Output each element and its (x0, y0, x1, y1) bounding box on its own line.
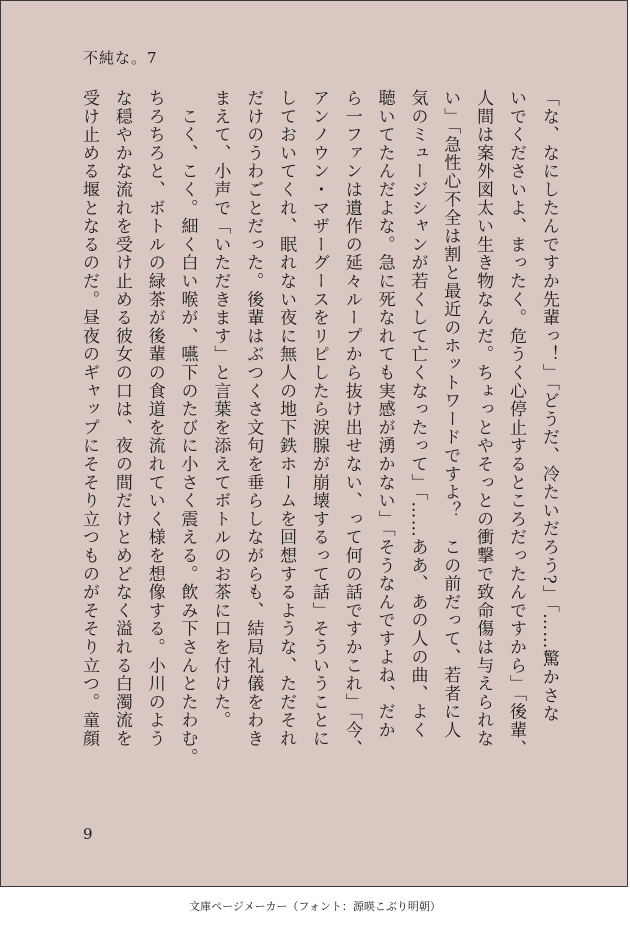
text-line-3: 人間は案外図太い生き物なんだ。ちょっとやそっとの衝撃で致命傷は与えられな (473, 89, 494, 748)
text-line-8: アンノウン・マザーグースをリピしたら涙腺が崩壊するって話」そういうことに (308, 89, 329, 748)
text-line-15: 受け止める堰となるのだ。昼夜のギャップにそそり立つものがそそり立つ。童顔 (79, 89, 99, 748)
text-line-4: い」「急性心不全は割と最近のホットワードですよ？ この前だって、若者に人 (440, 89, 461, 740)
text-line-12: こく、こく。細く白い喉が、嚥下のたびに小さく震える。飲み下さんとたわむ。 (177, 89, 198, 767)
text-line-9: しておいてくれ、眠れない夜に無人の地下鉄ホームを回想するような、ただそれ (276, 89, 297, 748)
text-line-11: まえて、小声で「いただきます」と言葉を添えてボトルのお茶に口を付けた。 (210, 89, 231, 730)
text-line-10: だけのうわごとだった。後輩はぶつくさ文句を垂らしながらも、結局礼儀をわき (243, 89, 264, 748)
text-line-13: ちろちろと、ボトルの緑茶が後輩の食道を流れていく様を想像する。小川のよう (144, 89, 165, 748)
running-title: 不純な。7 (83, 49, 158, 67)
vertical-text-body (77, 89, 561, 805)
text-line-14: な穏やかな流れを受け止める彼女の口は、夜の間だけとめどなく溢れる白濁流を (111, 89, 132, 748)
text-line-1: 「な、なにしたんですか先輩っ！」「どうだ、冷たいだろう?」「……驚かさな (538, 89, 559, 723)
text-line-2: いでくださいよ、まったく。危うく心停止するところだったんですから」「後輩、 (505, 89, 526, 758)
generator-caption: 文庫ページメーカー（フォント：源暎こぶり明朝） (189, 900, 441, 913)
text-line-6: 聴いてたんだよな。急に死なれても実感が湧かない」「そうなんですよね、だか (374, 89, 395, 740)
text-line-7: ら一ファンは遺作の延々ループから抜け出せない、って何の話ですかこれ」「今、 (341, 89, 362, 758)
page-number: 9 (83, 825, 93, 843)
text-line-5: 気のミュージシャンが若くして亡くなったって」「……ああ、あの人の曲、よく (407, 89, 428, 740)
